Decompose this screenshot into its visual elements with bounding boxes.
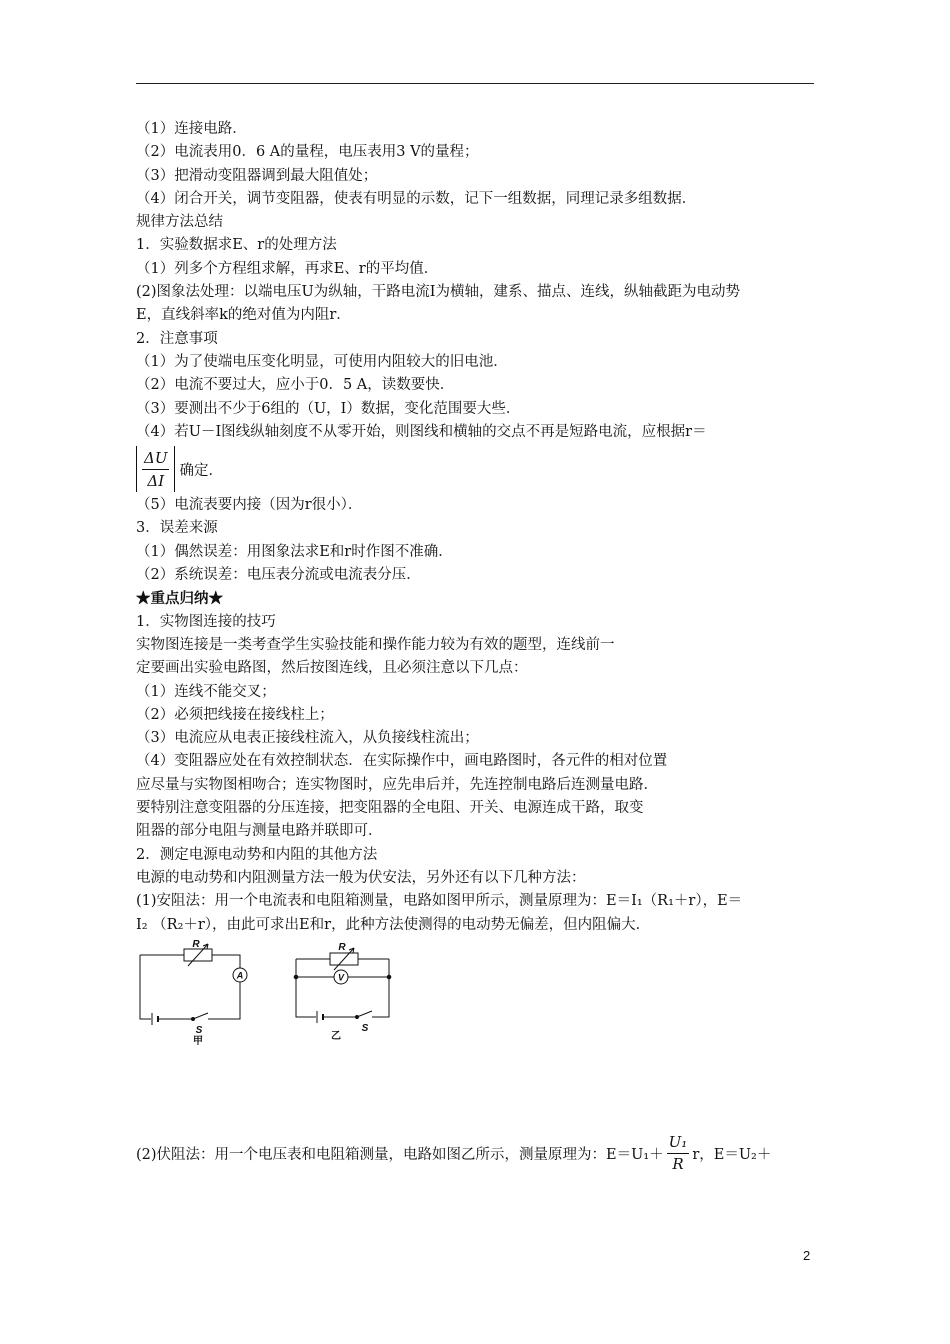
formula-line-volt-resistance <box>136 1128 818 1178</box>
header-rule <box>136 83 814 84</box>
formula-line <box>136 444 818 494</box>
text-line: 1．实验数据求E、r的处理方法 <box>136 237 337 254</box>
text-line: E，直线斜率k的绝对值为内阻r． <box>136 307 351 324</box>
circuit-svg <box>136 937 436 1047</box>
formula-suffix: r，E＝U₂＋ <box>692 1146 772 1163</box>
fraction-denominator: R <box>672 1154 684 1173</box>
text-line: （4）若U－I图线纵轴刻度不从零开始，则图线和横轴的交点不再是短路电流，应根据r＝ <box>136 423 707 440</box>
section-heading: 1．实物图连接的技巧 <box>136 613 276 630</box>
fraction-numerator: U₁ <box>667 1133 690 1154</box>
circuit-diagrams <box>136 937 818 1047</box>
text-line: 电源的电动势和内阻测量方法一般为伏安法，另外还有以下几种方法： <box>136 869 586 886</box>
page-number: 2 <box>803 1248 811 1263</box>
text-line: 应尽量与实物图相吻合；连实物图时，应先串后并，先连控制电路后连测量电路． <box>136 776 658 793</box>
switch-blade <box>357 1011 372 1017</box>
section-heading: 规律方法总结 <box>136 214 223 231</box>
formula-prefix: (2)伏阻法：用一个电压表和电阻箱测量，电路如图乙所示，测量原理为：E＝U₁＋ <box>136 1146 664 1163</box>
switch-blade <box>193 1013 208 1019</box>
caption-yi: 乙 <box>331 1030 341 1042</box>
text-line: 要特别注意变阻器的分压连接，把变阻器的全电阻、开关、电源连成干路，取变 <box>136 800 644 817</box>
text-line: （2）电流不要过大，应小于0．5 A，读数要快． <box>136 377 455 394</box>
text-line: （1）为了使端电压变化明显，可使用内阻较大的旧电池． <box>136 353 508 370</box>
formula-suffix: 确定． <box>179 462 223 479</box>
document-body <box>136 118 818 1047</box>
text-line: （3）要测出不少于6组的（U，I）数据，变化范围要大些． <box>136 400 521 417</box>
section-heading: 2．测定电源电动势和内阻的其他方法 <box>136 846 378 863</box>
text-line: （2）必须把线接在接线柱上； <box>136 706 334 723</box>
circuit-jia <box>140 944 247 1025</box>
resistor-label: R <box>338 941 346 953</box>
text-line: (1)安阻法：用一个电流表和电阻箱测量，电路如图甲所示，测量原理为：E＝I₁（R₁＋r），E＝ <box>136 893 743 910</box>
text-line: （4）变阻器应处在有效控制状态．在实际操作中，画电路图时，各元件的相对位置 <box>136 753 668 770</box>
text-line: （2）电流表用0．6 A的量程，电压表用3 V的量程； <box>136 144 479 161</box>
fraction-denominator: ΔI <box>147 471 165 490</box>
text-line: （4）闭合开关，调节变阻器，使表有明显的示数，记下一组数据，同理记录多组数据． <box>136 190 697 207</box>
fraction-numerator: ΔU <box>142 449 169 470</box>
circuit-yi-labels <box>331 942 369 1042</box>
switch-label: S <box>361 1022 369 1034</box>
text-line: 实物图连接是一类考查学生实验技能和操作能力较为有效的题型，连线前一 <box>136 636 615 653</box>
fraction <box>667 1133 690 1174</box>
text-line: （3）把滑动变阻器调到最大阻值处； <box>136 167 378 184</box>
section-heading: 3．误差来源 <box>136 520 218 537</box>
text-line: 定要画出实验电路图，然后按图连线，且必须注意以下几点： <box>136 660 528 677</box>
text-line: (2)图象法处理：以端电压U为纵轴，干路电流I为横轴，建系、描点、连线，纵轴截距为电动势 <box>136 284 740 301</box>
text-line: （2）系统误差：电压表分流或电流表分压． <box>136 567 421 584</box>
text-line: （1）列多个方程组求解，再求E、r的平均值． <box>136 260 439 277</box>
caption-jia: 甲 <box>193 1035 203 1047</box>
text-line: （1）连接电路． <box>136 121 247 137</box>
text-line: 阻器的部分电阻与测量电路并联即可． <box>136 823 383 840</box>
switch-label: S <box>195 1024 203 1036</box>
text-line: （3）电流应从电表正接线柱流入，从负接线柱流出； <box>136 730 479 747</box>
fraction <box>142 449 169 490</box>
voltmeter-label: V <box>337 972 345 983</box>
text-line: I₂ （R₂＋r），由此可求出E和r，此种方法使测得的电动势无偏差，但内阻偏大． <box>136 916 651 933</box>
section-heading: 2．注意事项 <box>136 330 218 347</box>
circuit-yi <box>294 948 391 1023</box>
absolute-fraction <box>136 446 175 492</box>
ammeter-label: A <box>236 970 244 981</box>
text-line: （1）连线不能交叉； <box>136 683 276 700</box>
text-line: （1）偶然误差：用图象法求E和r时作图不准确． <box>136 543 453 560</box>
resistor-label: R <box>192 938 200 950</box>
key-points-heading: ★重点归纳★ <box>136 590 223 608</box>
text-line: （5）电流表要内接（因为r很小）． <box>136 497 363 514</box>
